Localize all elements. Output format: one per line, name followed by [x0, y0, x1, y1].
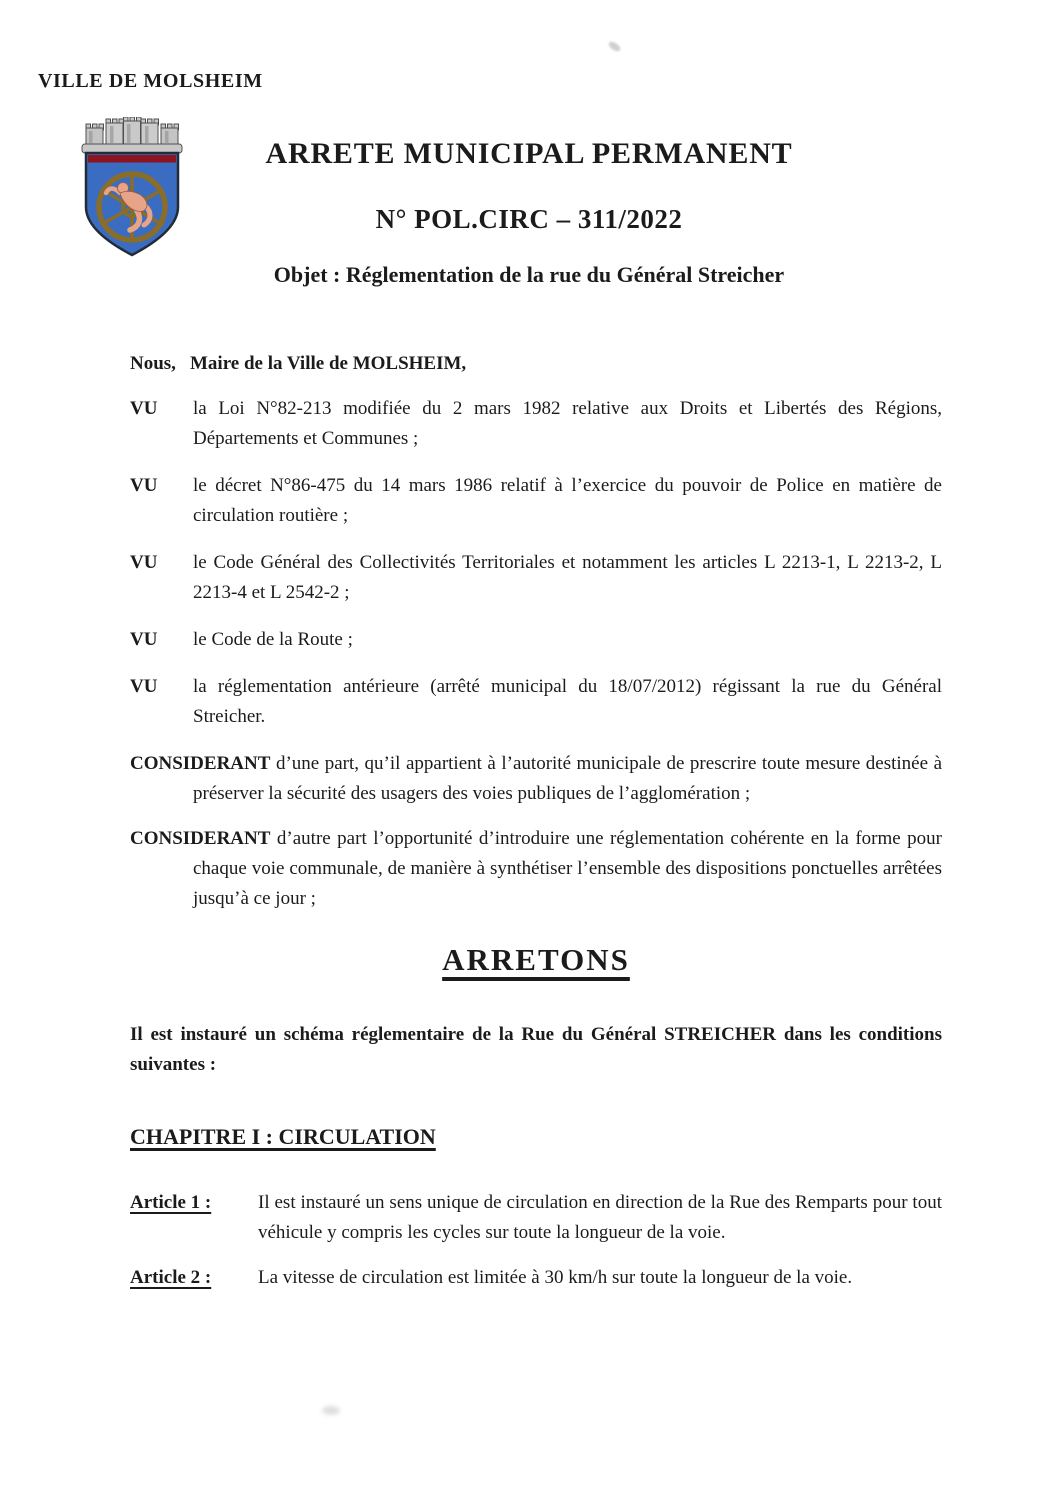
vu-label: VU [130, 398, 158, 419]
vu-item [130, 548, 942, 608]
vu-text: la Loi N°82-213 modifiée du 2 mars 1982 relative aux Droits et Libertés des Régions, Départements et Communes ; [193, 398, 942, 449]
vu-text: le décret N°86-475 du 14 mars 1986 relatif à l’exercice du pouvoir de Police en matière de circulation routière ; [193, 475, 942, 526]
considerant-item [130, 824, 942, 914]
document-subject: Objet : Réglementation de la rue du Général Streicher [273, 262, 785, 287]
scan-artifact [322, 1406, 340, 1415]
considerant-item [130, 749, 942, 809]
article-item [130, 1263, 942, 1293]
vu-text: le Code Général des Collectivités Territoriales et notamment les articles L 2213-1, L 2213-2, L 2213-4 et L 2542-2 ; [193, 552, 942, 603]
vu-label: VU [130, 475, 158, 496]
document-body [130, 349, 942, 1308]
considerant-label: CONSIDERANT [130, 753, 271, 774]
vu-text: le Code de la Route ; [193, 629, 353, 650]
nous-label: Nous, [130, 353, 176, 374]
scan-artifact [607, 40, 622, 53]
vu-item [130, 471, 942, 531]
vu-label: VU [130, 676, 158, 697]
document-number: N° POL.CIRC – 311/2022 [375, 204, 683, 234]
considerant-text: d’une part, qu’il appartient à l’autorité municipale de prescrire toute mesure destinée à préserver la sécurité des usagers des voies publiques de l’agglomération ; [193, 753, 943, 804]
article-item [130, 1188, 942, 1248]
article-label: Article 1 : [130, 1192, 212, 1213]
vu-label: VU [130, 552, 158, 573]
considerant-label: CONSIDERANT [130, 828, 271, 849]
vu-item [130, 625, 942, 655]
nous-line [130, 349, 942, 379]
article-text: Il est instauré un sens unique de circulation en direction de la Rue des Remparts pour tout véhicule y compris les cycles sur toute la longueur de la voie. [258, 1192, 942, 1243]
arretons-heading: ARRETONS [442, 942, 630, 977]
decision-intro: Il est instauré un schéma réglementaire de la Rue du Général STREICHER dans les conditions suivantes : [130, 1024, 942, 1075]
article-text: La vitesse de circulation est limitée à 30 km/h sur toute la longueur de la voie. [258, 1267, 853, 1288]
city-name: VILLE DE MOLSHEIM [38, 70, 263, 92]
vu-item [130, 394, 942, 454]
chapter-heading: CHAPITRE I : CIRCULATION [130, 1124, 436, 1149]
vu-label: VU [130, 629, 158, 650]
vu-item [130, 672, 942, 732]
document-title: ARRETE MUNICIPAL PERMANENT [265, 137, 793, 170]
articles-section [130, 1188, 942, 1293]
considerant-text: d’autre part l’opportunité d’introduire une réglementation cohérente en la forme pour chaque voie communale, de manière à synthétiser l’ensemble des dispositions ponctuelles arrêtées jusqu’à ce jour ; [193, 828, 943, 909]
vu-text: la réglementation antérieure (arrêté municipal du 18/07/2012) régissant la rue du Général Streicher. [193, 676, 942, 727]
nous-text: Maire de la Ville de MOLSHEIM, [190, 353, 467, 374]
article-label: Article 2 : [130, 1267, 212, 1288]
